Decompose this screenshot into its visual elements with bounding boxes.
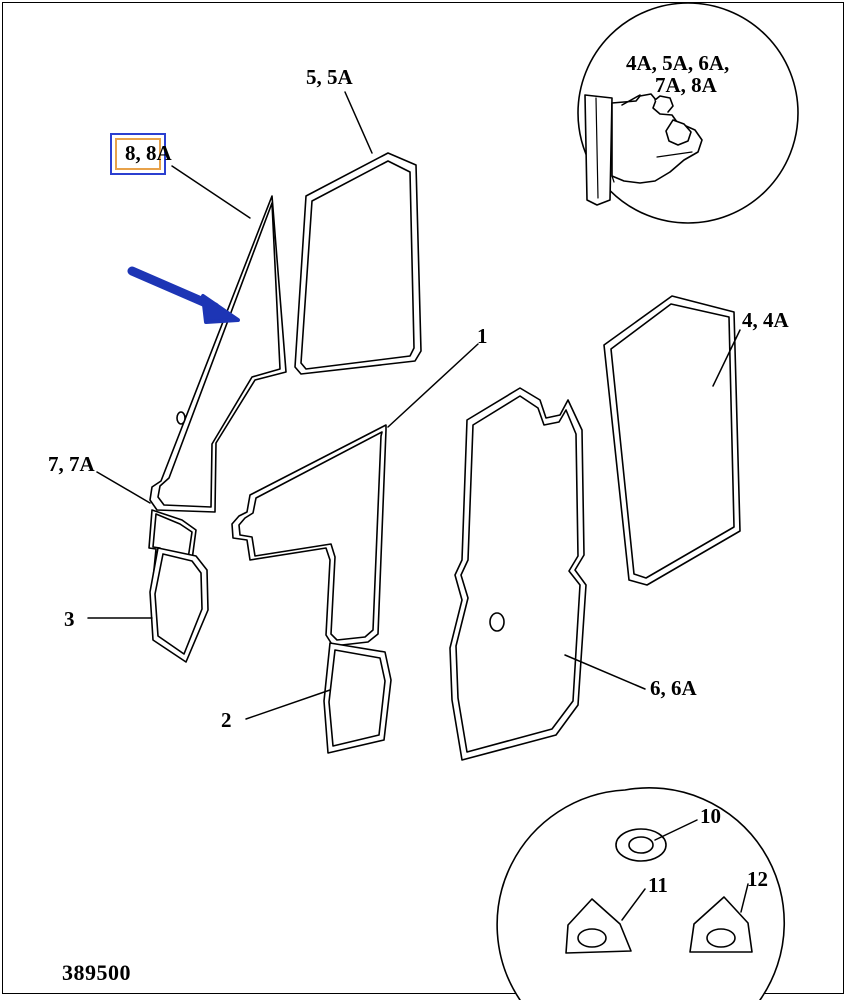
detail-circle-top <box>578 3 798 223</box>
detail-label-line-1: 4A, 5A, 6A, <box>626 51 730 75</box>
part-4-4a-shape <box>604 296 740 585</box>
callout-6-6a: 6, 6A <box>650 676 697 700</box>
callout-7-7a: 7, 7A <box>48 452 95 476</box>
part-5-5a-shape <box>295 153 421 374</box>
highlight-arrow <box>132 271 238 322</box>
callout-2: 2 <box>221 708 232 732</box>
callout-8-8a: 8, 8A <box>125 141 172 165</box>
callout-1: 1 <box>477 324 488 348</box>
callout-5-5a: 5, 5A <box>306 65 353 89</box>
callout-12: 12 <box>747 867 768 891</box>
part-3-shape <box>150 548 208 662</box>
callout-10: 10 <box>700 804 721 828</box>
drawing-number: 389500 <box>62 960 131 985</box>
callout-4-4a: 4, 4A <box>742 308 789 332</box>
callout-3: 3 <box>64 607 75 631</box>
part-8-8a-shape <box>150 196 286 512</box>
part-2-shape <box>324 643 391 753</box>
part-6-6a-shape <box>450 388 586 760</box>
detail-label-line-2: 7A, 8A <box>655 73 717 97</box>
callout-11: 11 <box>648 873 668 897</box>
part-1-shape <box>232 425 386 646</box>
